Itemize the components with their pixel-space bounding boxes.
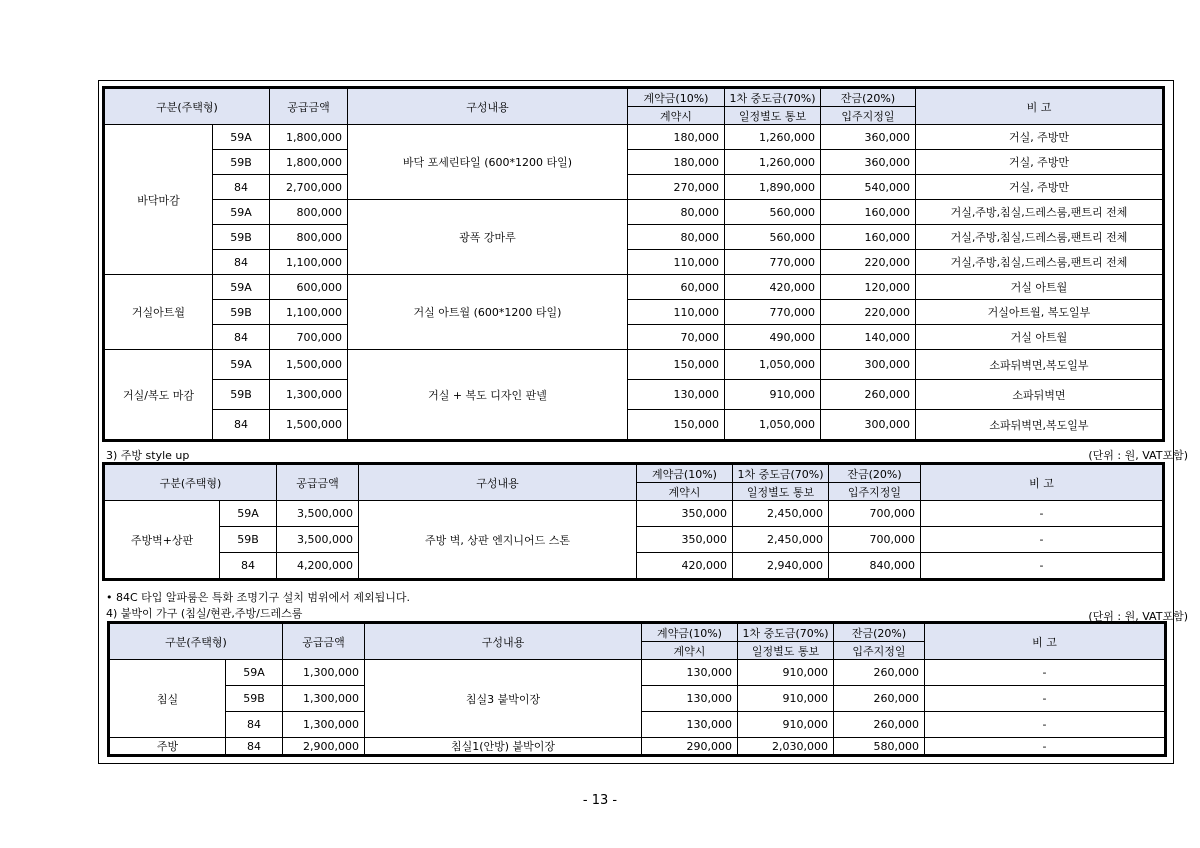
note-cell: 거실,주방,침실,드레스룸,팬트리 전체 <box>916 200 1163 225</box>
balance-cell: 700,000 <box>829 527 921 553</box>
interim-cell: 2,940,000 <box>733 553 829 579</box>
col-supply-header: 공급금액 <box>283 624 365 660</box>
contract-cell: 290,000 <box>642 738 738 755</box>
col-type-header: 구분(주택형) <box>110 624 283 660</box>
contract-cell: 150,000 <box>628 410 725 440</box>
contract-cell: 130,000 <box>642 712 738 738</box>
supply-cell: 1,800,000 <box>270 150 348 175</box>
type-cell: 84 <box>213 175 270 200</box>
interim-cell: 910,000 <box>725 380 821 410</box>
col-interim-header: 1차 중도금(70%) <box>733 465 829 483</box>
type-cell: 59A <box>220 501 277 527</box>
balance-cell: 220,000 <box>821 300 916 325</box>
balance-cell: 160,000 <box>821 225 916 250</box>
note-cell: - <box>921 501 1163 527</box>
interim-cell: 910,000 <box>738 686 834 712</box>
type-cell: 59A <box>213 200 270 225</box>
type-cell: 59A <box>213 275 270 300</box>
col-type-header: 구분(주택형) <box>105 465 277 501</box>
kitchen-style-table <box>104 464 1163 579</box>
col-balance-subheader: 입주지정일 <box>834 642 925 660</box>
table-row <box>105 501 1163 527</box>
contract-cell: 80,000 <box>628 200 725 225</box>
col-interim-subheader: 일정별도 통보 <box>725 107 821 125</box>
contract-cell: 420,000 <box>637 553 733 579</box>
supply-cell: 1,300,000 <box>283 712 365 738</box>
content-cell: 바닥 포세린타일 (600*1200 타일) <box>348 125 628 200</box>
note-cell: - <box>925 660 1165 686</box>
page-number: - 13 - <box>582 793 618 808</box>
balance-cell: 260,000 <box>821 380 916 410</box>
note-cell: 소파뒤벽면 <box>916 380 1163 410</box>
contract-cell: 270,000 <box>628 175 725 200</box>
balance-cell: 360,000 <box>821 125 916 150</box>
col-supply-header: 공급금액 <box>277 465 359 501</box>
interim-cell: 770,000 <box>725 300 821 325</box>
type-cell: 59A <box>226 660 283 686</box>
interim-cell: 2,450,000 <box>733 527 829 553</box>
type-cell: 59B <box>220 527 277 553</box>
balance-cell: 160,000 <box>821 200 916 225</box>
col-contract-subheader: 계약시 <box>628 107 725 125</box>
balance-cell: 260,000 <box>834 660 925 686</box>
note-cell: 거실, 주방만 <box>916 125 1163 150</box>
content-cell: 광폭 강마루 <box>348 200 628 275</box>
table-row <box>105 275 1163 300</box>
group-label: 거실아트월 <box>105 275 213 350</box>
content-cell: 주방 벽, 상판 엔지니어드 스톤 <box>359 501 637 579</box>
table-row <box>105 350 1163 380</box>
supply-cell: 4,200,000 <box>277 553 359 579</box>
note-cell: - <box>921 553 1163 579</box>
supply-cell: 800,000 <box>270 225 348 250</box>
col-balance-subheader: 입주지정일 <box>821 107 916 125</box>
col-interim-header: 1차 중도금(70%) <box>738 624 834 642</box>
supply-cell: 1,100,000 <box>270 300 348 325</box>
note-cell: 거실,주방,침실,드레스룸,팬트리 전체 <box>916 225 1163 250</box>
table-row <box>110 660 1165 686</box>
type-cell: 59B <box>213 380 270 410</box>
type-cell: 84 <box>213 410 270 440</box>
table-row <box>105 200 1163 225</box>
interim-cell: 1,260,000 <box>725 125 821 150</box>
interim-cell: 1,260,000 <box>725 150 821 175</box>
col-contract-header: 계약금(10%) <box>642 624 738 642</box>
supply-cell: 2,900,000 <box>283 738 365 755</box>
group-label: 주방벽+상판 <box>105 501 220 579</box>
interim-cell: 2,030,000 <box>738 738 834 755</box>
note-cell: 거실,주방,침실,드레스룸,팬트리 전체 <box>916 250 1163 275</box>
balance-cell: 360,000 <box>821 150 916 175</box>
col-balance-subheader: 입주지정일 <box>829 483 921 501</box>
contract-cell: 80,000 <box>628 225 725 250</box>
section3-title: 3) 주방 style up <box>106 449 190 462</box>
balance-cell: 300,000 <box>821 350 916 380</box>
supply-cell: 600,000 <box>270 275 348 300</box>
balance-cell: 220,000 <box>821 250 916 275</box>
table-row <box>105 410 1163 440</box>
note-cell: 소파뒤벽면,복도일부 <box>916 410 1163 440</box>
col-content-header: 구성내용 <box>348 89 628 125</box>
contract-cell: 350,000 <box>637 527 733 553</box>
content-cell: 거실 아트월 (600*1200 타일) <box>348 275 628 350</box>
group-label: 침실 <box>110 660 226 738</box>
col-note-header: 비 고 <box>925 624 1165 660</box>
group-label: 바닥마감 <box>105 125 213 275</box>
table-row <box>105 250 1163 275</box>
table-row <box>105 175 1163 200</box>
contract-cell: 180,000 <box>628 125 725 150</box>
interim-cell: 910,000 <box>738 712 834 738</box>
col-interim-subheader: 일정별도 통보 <box>733 483 829 501</box>
contract-cell: 350,000 <box>637 501 733 527</box>
footnote: • 84C 타입 알파룸은 특화 조명기구 설치 범위에서 제외됩니다. <box>106 591 411 604</box>
interim-cell: 420,000 <box>725 275 821 300</box>
type-cell: 59B <box>213 150 270 175</box>
interim-cell: 1,050,000 <box>725 350 821 380</box>
type-cell: 59A <box>213 125 270 150</box>
balance-cell: 140,000 <box>821 325 916 350</box>
table-row <box>105 150 1163 175</box>
note-cell: 거실, 주방만 <box>916 175 1163 200</box>
col-interim-header: 1차 중도금(70%) <box>725 89 821 107</box>
interim-cell: 770,000 <box>725 250 821 275</box>
content-cell: 침실3 붙박이장 <box>365 660 642 738</box>
table-row <box>105 380 1163 410</box>
built-in-furniture-table <box>109 623 1165 755</box>
supply-cell: 800,000 <box>270 200 348 225</box>
type-cell: 84 <box>213 250 270 275</box>
col-type-header: 구분(주택형) <box>105 89 270 125</box>
col-balance-header: 잔금(20%) <box>821 89 916 107</box>
balance-cell: 260,000 <box>834 686 925 712</box>
contract-cell: 130,000 <box>628 380 725 410</box>
supply-cell: 1,500,000 <box>270 410 348 440</box>
col-contract-subheader: 계약시 <box>642 642 738 660</box>
note-cell: 거실, 주방만 <box>916 150 1163 175</box>
type-cell: 59B <box>213 225 270 250</box>
balance-cell: 580,000 <box>834 738 925 755</box>
note-cell: 거실 아트월 <box>916 275 1163 300</box>
contract-cell: 110,000 <box>628 250 725 275</box>
interim-cell: 2,450,000 <box>733 501 829 527</box>
type-cell: 84 <box>220 553 277 579</box>
note-cell: 거실 아트월 <box>916 325 1163 350</box>
content-cell: 거실 + 복도 디자인 판넬 <box>348 350 628 440</box>
interim-cell: 1,050,000 <box>725 410 821 440</box>
supply-cell: 1,300,000 <box>270 380 348 410</box>
balance-cell: 700,000 <box>829 501 921 527</box>
note-cell: - <box>925 686 1165 712</box>
finish-options-table <box>104 88 1163 440</box>
supply-cell: 1,300,000 <box>283 660 365 686</box>
supply-cell: 1,500,000 <box>270 350 348 380</box>
type-cell: 84 <box>226 712 283 738</box>
supply-cell: 700,000 <box>270 325 348 350</box>
col-contract-subheader: 계약시 <box>637 483 733 501</box>
supply-cell: 1,300,000 <box>283 686 365 712</box>
contract-cell: 150,000 <box>628 350 725 380</box>
contract-cell: 60,000 <box>628 275 725 300</box>
col-note-header: 비 고 <box>921 465 1163 501</box>
section4-unit: (단위 : 원, VAT포함) <box>1088 610 1188 623</box>
supply-cell: 1,800,000 <box>270 125 348 150</box>
table-row <box>105 125 1163 150</box>
interim-cell: 560,000 <box>725 200 821 225</box>
type-cell: 84 <box>226 738 283 755</box>
col-contract-header: 계약금(10%) <box>628 89 725 107</box>
table-row <box>110 738 1165 755</box>
group-label: 거실/복도 마감 <box>105 350 213 440</box>
note-cell: 소파뒤벽면,복도일부 <box>916 350 1163 380</box>
group-label: 주방 <box>110 738 226 755</box>
supply-cell: 3,500,000 <box>277 527 359 553</box>
col-content-header: 구성내용 <box>359 465 637 501</box>
type-cell: 59B <box>213 300 270 325</box>
contract-cell: 110,000 <box>628 300 725 325</box>
col-balance-header: 잔금(20%) <box>834 624 925 642</box>
note-cell: - <box>921 527 1163 553</box>
table-row <box>105 225 1163 250</box>
col-content-header: 구성내용 <box>365 624 642 660</box>
interim-cell: 1,890,000 <box>725 175 821 200</box>
table-row <box>105 325 1163 350</box>
supply-cell: 3,500,000 <box>277 501 359 527</box>
supply-cell: 2,700,000 <box>270 175 348 200</box>
contract-cell: 130,000 <box>642 660 738 686</box>
section3-unit: (단위 : 원, VAT포함) <box>1088 449 1188 462</box>
section4-title: 4) 붙박이 가구 (침실/현관,주방/드레스룸 <box>106 607 303 620</box>
content-cell: 침실1(안방) 붙박이장 <box>365 738 642 755</box>
supply-cell: 1,100,000 <box>270 250 348 275</box>
balance-cell: 540,000 <box>821 175 916 200</box>
interim-cell: 910,000 <box>738 660 834 686</box>
contract-cell: 130,000 <box>642 686 738 712</box>
balance-cell: 260,000 <box>834 712 925 738</box>
col-note-header: 비 고 <box>916 89 1163 125</box>
note-cell: - <box>925 738 1165 755</box>
contract-cell: 180,000 <box>628 150 725 175</box>
interim-cell: 560,000 <box>725 225 821 250</box>
balance-cell: 300,000 <box>821 410 916 440</box>
col-balance-header: 잔금(20%) <box>829 465 921 483</box>
balance-cell: 120,000 <box>821 275 916 300</box>
note-cell: - <box>925 712 1165 738</box>
balance-cell: 840,000 <box>829 553 921 579</box>
table-row <box>105 300 1163 325</box>
type-cell: 59A <box>213 350 270 380</box>
col-supply-header: 공급금액 <box>270 89 348 125</box>
interim-cell: 490,000 <box>725 325 821 350</box>
col-contract-header: 계약금(10%) <box>637 465 733 483</box>
col-interim-subheader: 일정별도 통보 <box>738 642 834 660</box>
contract-cell: 70,000 <box>628 325 725 350</box>
note-cell: 거실아트월, 복도일부 <box>916 300 1163 325</box>
type-cell: 84 <box>213 325 270 350</box>
type-cell: 59B <box>226 686 283 712</box>
